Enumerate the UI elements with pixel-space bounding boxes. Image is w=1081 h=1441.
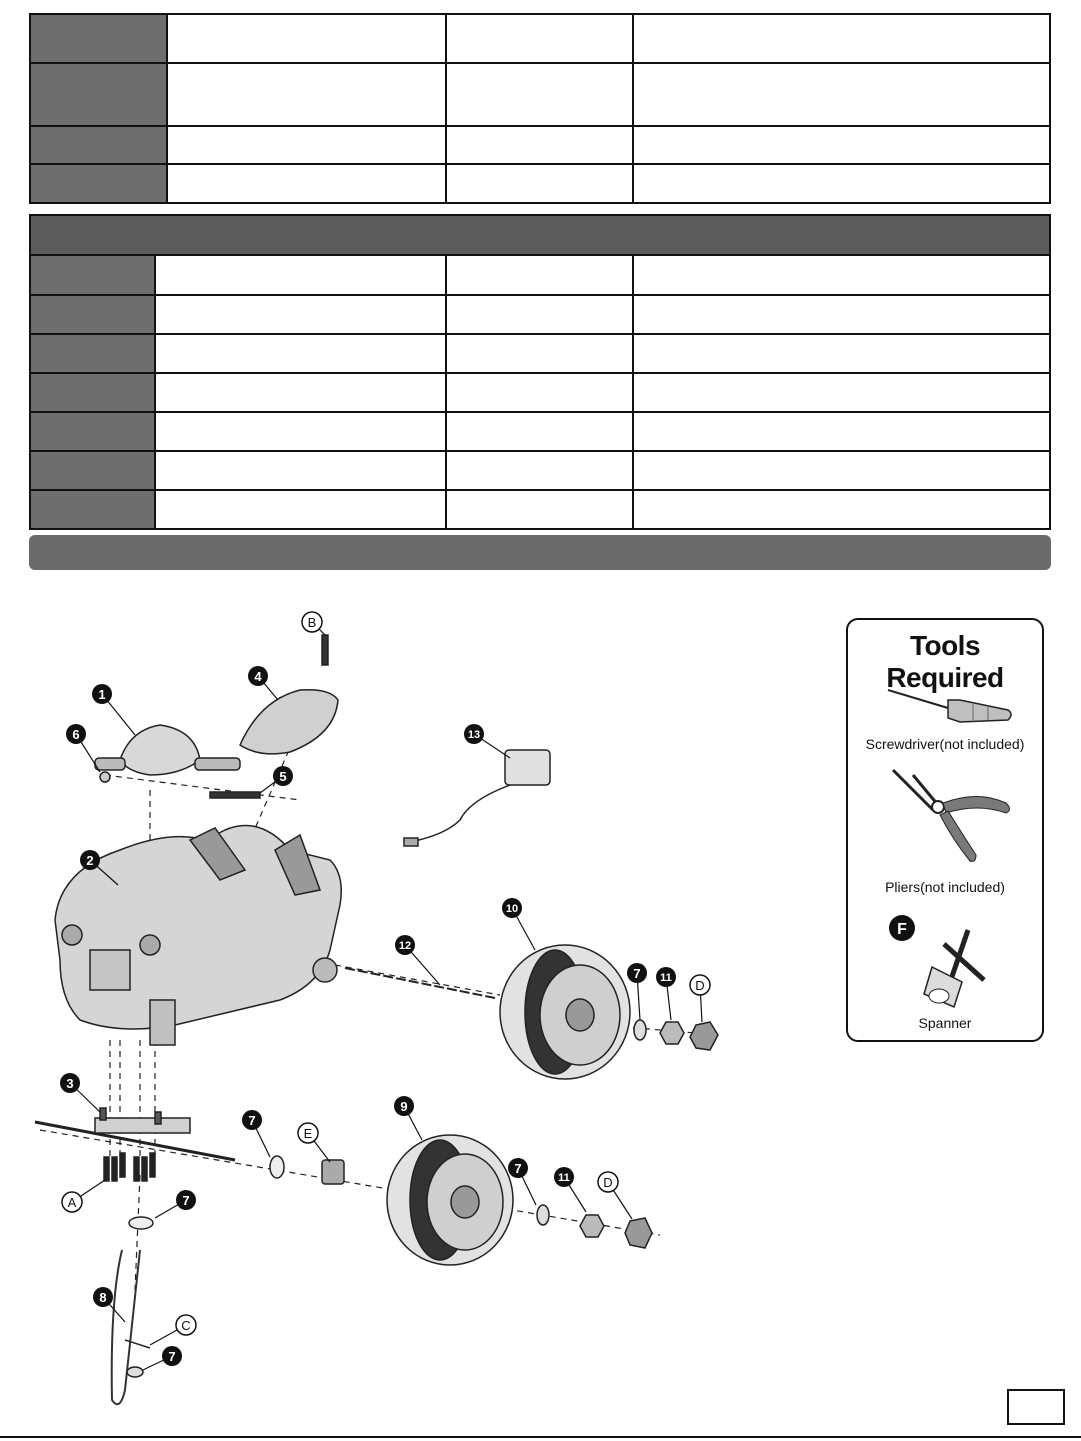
table-cell bbox=[446, 255, 633, 295]
table-key-cell bbox=[30, 373, 155, 412]
svg-text:C: C bbox=[181, 1318, 191, 1333]
spanner-icon bbox=[884, 912, 1024, 1012]
table-row bbox=[30, 490, 1050, 529]
part-cap-nut bbox=[625, 1218, 652, 1248]
tool-label-screwdriver: Screwdriver(not included) bbox=[865, 736, 1025, 752]
table-key-cell bbox=[30, 412, 155, 451]
table-row bbox=[30, 255, 1050, 295]
callout-D bbox=[598, 1172, 618, 1192]
tool-label-spanner: Spanner bbox=[918, 1015, 972, 1031]
callout-1 bbox=[92, 684, 112, 704]
table-cell bbox=[633, 126, 1050, 164]
callout-7 bbox=[162, 1346, 182, 1366]
callout-A bbox=[62, 1192, 82, 1212]
svg-text:12: 12 bbox=[398, 940, 412, 952]
pliers-icon bbox=[888, 765, 1018, 865]
svg-text:1: 1 bbox=[98, 687, 106, 702]
table-key-cell bbox=[30, 63, 167, 126]
callout-C bbox=[176, 1315, 196, 1335]
part-seat bbox=[240, 690, 338, 754]
callout-5 bbox=[273, 766, 293, 786]
page-number-box bbox=[1007, 1389, 1065, 1425]
table-row bbox=[30, 295, 1050, 334]
callout-9 bbox=[394, 1096, 414, 1116]
svg-text:11: 11 bbox=[660, 972, 672, 984]
svg-text:D: D bbox=[695, 978, 705, 993]
svg-text:7: 7 bbox=[182, 1193, 190, 1208]
table-row bbox=[30, 451, 1050, 490]
part-washer bbox=[537, 1205, 549, 1225]
table-cell bbox=[633, 63, 1050, 126]
svg-text:13: 13 bbox=[467, 729, 481, 741]
tool-label-pliers: Pliers(not included) bbox=[885, 879, 1005, 895]
callout-7 bbox=[176, 1190, 196, 1210]
callout-B bbox=[302, 612, 322, 632]
table-cell bbox=[167, 14, 446, 63]
table-row bbox=[30, 334, 1050, 373]
table-cell bbox=[633, 451, 1050, 490]
svg-text:F: F bbox=[897, 921, 907, 938]
table-cell bbox=[633, 255, 1050, 295]
svg-text:7: 7 bbox=[248, 1113, 256, 1128]
tools-required-panel bbox=[846, 618, 1044, 1042]
table-cell bbox=[155, 490, 446, 529]
callout-4 bbox=[248, 666, 268, 686]
table-cell bbox=[446, 164, 633, 203]
table-cell bbox=[446, 63, 633, 126]
svg-text:5: 5 bbox=[279, 769, 287, 784]
table-cell bbox=[155, 295, 446, 334]
table-cell bbox=[633, 490, 1050, 529]
table-cell bbox=[633, 373, 1050, 412]
table-cell bbox=[155, 334, 446, 373]
table-key-cell bbox=[30, 334, 155, 373]
table-key-cell bbox=[30, 126, 167, 164]
part-screw bbox=[322, 635, 328, 665]
table-row bbox=[30, 373, 1050, 412]
svg-text:A: A bbox=[67, 1195, 77, 1210]
callout-6 bbox=[66, 724, 86, 744]
table-cell bbox=[446, 126, 633, 164]
spec-table-bottom bbox=[29, 254, 1051, 530]
table-cell bbox=[446, 14, 633, 63]
part-nut bbox=[660, 1022, 684, 1044]
part-rear-wheel bbox=[500, 945, 630, 1079]
exploded-assembly-diagram bbox=[0, 580, 840, 1430]
part-spacer bbox=[322, 1160, 344, 1184]
part-screws-a bbox=[104, 1153, 155, 1181]
part-cap-nut bbox=[690, 1022, 718, 1050]
table-key-cell bbox=[30, 14, 167, 63]
callout-11 bbox=[554, 1167, 574, 1187]
callout-2 bbox=[80, 850, 100, 870]
svg-text:11: 11 bbox=[558, 1172, 570, 1184]
callout-10 bbox=[502, 898, 522, 918]
table-cell bbox=[155, 255, 446, 295]
table-row bbox=[30, 14, 1050, 63]
table-row bbox=[30, 164, 1050, 203]
assembly-header-bar bbox=[29, 535, 1051, 570]
part-push-bar bbox=[112, 1250, 140, 1404]
table-cell bbox=[446, 295, 633, 334]
table-key-cell bbox=[30, 490, 155, 529]
svg-text:B: B bbox=[307, 615, 317, 630]
table-cell bbox=[633, 164, 1050, 203]
table-key-cell bbox=[30, 295, 155, 334]
spec-table-top bbox=[29, 13, 1051, 204]
callout-13 bbox=[464, 724, 484, 744]
callout-11 bbox=[656, 967, 676, 987]
table-cell bbox=[633, 14, 1050, 63]
table-cell bbox=[167, 126, 446, 164]
screwdriver-icon bbox=[878, 682, 1018, 732]
part-rear-axle bbox=[345, 968, 495, 998]
svg-text:2: 2 bbox=[86, 853, 94, 868]
table-cell bbox=[446, 451, 633, 490]
callout-E bbox=[298, 1123, 318, 1143]
table-row bbox=[30, 63, 1050, 126]
svg-text:8: 8 bbox=[99, 1290, 107, 1305]
table-row bbox=[30, 126, 1050, 164]
svg-text:3: 3 bbox=[66, 1076, 74, 1091]
tools-title: Tools Required bbox=[886, 630, 1004, 693]
callout-7 bbox=[627, 963, 647, 983]
table-cell bbox=[167, 164, 446, 203]
section-header-bar bbox=[29, 214, 1051, 255]
table-cell bbox=[446, 490, 633, 529]
svg-text:7: 7 bbox=[633, 966, 641, 981]
table-cell bbox=[446, 334, 633, 373]
svg-text:D: D bbox=[603, 1175, 613, 1190]
part-washer bbox=[127, 1367, 143, 1377]
svg-text:4: 4 bbox=[254, 669, 262, 684]
callout-8 bbox=[93, 1287, 113, 1307]
part-washer bbox=[129, 1217, 153, 1229]
callout-3 bbox=[60, 1073, 80, 1093]
callout-12 bbox=[395, 935, 415, 955]
table-cell bbox=[633, 412, 1050, 451]
table-key-cell bbox=[30, 164, 167, 203]
table-cell bbox=[167, 63, 446, 126]
part-bolt bbox=[210, 792, 260, 798]
table-key-cell bbox=[30, 255, 155, 295]
svg-text:6: 6 bbox=[72, 727, 80, 742]
svg-text:9: 9 bbox=[400, 1099, 408, 1114]
table-key-cell bbox=[30, 451, 155, 490]
table-cell bbox=[155, 373, 446, 412]
table-cell bbox=[155, 451, 446, 490]
svg-text:7: 7 bbox=[168, 1349, 176, 1364]
callout-D bbox=[690, 975, 710, 995]
part-nut bbox=[580, 1215, 604, 1237]
part-front-wheel bbox=[387, 1135, 513, 1265]
svg-text:10: 10 bbox=[505, 903, 519, 915]
part-handlebar-head bbox=[95, 725, 240, 782]
table-cell bbox=[633, 334, 1050, 373]
svg-text:7: 7 bbox=[514, 1161, 522, 1176]
svg-text:E: E bbox=[303, 1126, 313, 1141]
table-cell bbox=[155, 412, 446, 451]
part-washer bbox=[270, 1156, 284, 1178]
bottom-rule bbox=[0, 1436, 1081, 1438]
part-washer bbox=[634, 1020, 646, 1040]
callout-7 bbox=[242, 1110, 262, 1130]
table-cell bbox=[633, 295, 1050, 334]
table-cell bbox=[446, 412, 633, 451]
part-charger bbox=[404, 750, 550, 846]
callout-7 bbox=[508, 1158, 528, 1178]
table-cell bbox=[446, 373, 633, 412]
table-row bbox=[30, 412, 1050, 451]
